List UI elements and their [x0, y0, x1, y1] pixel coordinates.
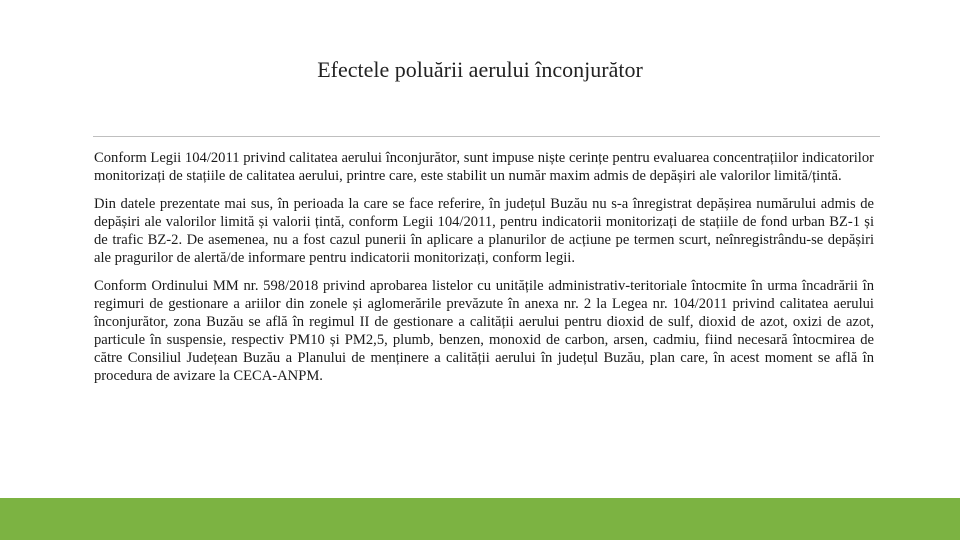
paragraph-buzau-results: Din datele prezentate mai sus, în perioada la care se face referire, în județul Buzău nu s-a înregistrat depășirea numărului admis de depășiri ale valorilor limită și valorii țintă, conform Legii 104/2011, pentru indicatorii monitorizați de stațiile de fond urban BZ-1 și de trafic BZ-2. De asemenea, nu a fost cazul punerii în aplicare a planurilor de acțiune pe termen scurt, neînregistrându-se depășiri ale pragurilor de alertă/de informare pentru indicatorii monitorizați, conform legii. — [94, 196, 874, 266]
paragraph-legal-requirements: Conform Legii 104/2011 privind calitatea aerului înconjurător, sunt impuse niște cerințe pentru evaluarea concentrațiilor indicatorilor monitorizați de stațiile de calitatea aerului, printre care, este stabilit un număr maxim admis de depășiri ale valorilor limită/țintă. — [94, 150, 874, 184]
footer-bar — [0, 498, 960, 540]
paragraph-management-regime: Conform Ordinului MM nr. 598/2018 privind aprobarea listelor cu unitățile administrativ-teritoriale întocmite în urma încadrării în regimuri de gestionare a ariilor din zonele și aglomerările prevăzute în anexa nr. 2 la Legea nr. 104/2011 privind calitatea aerului înconjurător, zona Buzău se află în regimul II de gestionare a calității aerului pentru dioxid de sulf, dioxid de azot, oxizi de azot, particule în suspensie, respectiv PM10 și PM2,5, plumb, benzen, monoxid de carbon, arsen, cadmiu, fiind necesară întocmirea de către Consiliul Județean Buzău a Planului de menținere a calității aerului în județul Buzău, plan care, în acest moment se află în procedura de avizare la CECA-ANPM. — [94, 278, 874, 384]
slide-title: Efectele poluării aerului înconjurător — [317, 57, 643, 82]
slide-body — [94, 149, 874, 395]
title-divider — [93, 136, 880, 137]
